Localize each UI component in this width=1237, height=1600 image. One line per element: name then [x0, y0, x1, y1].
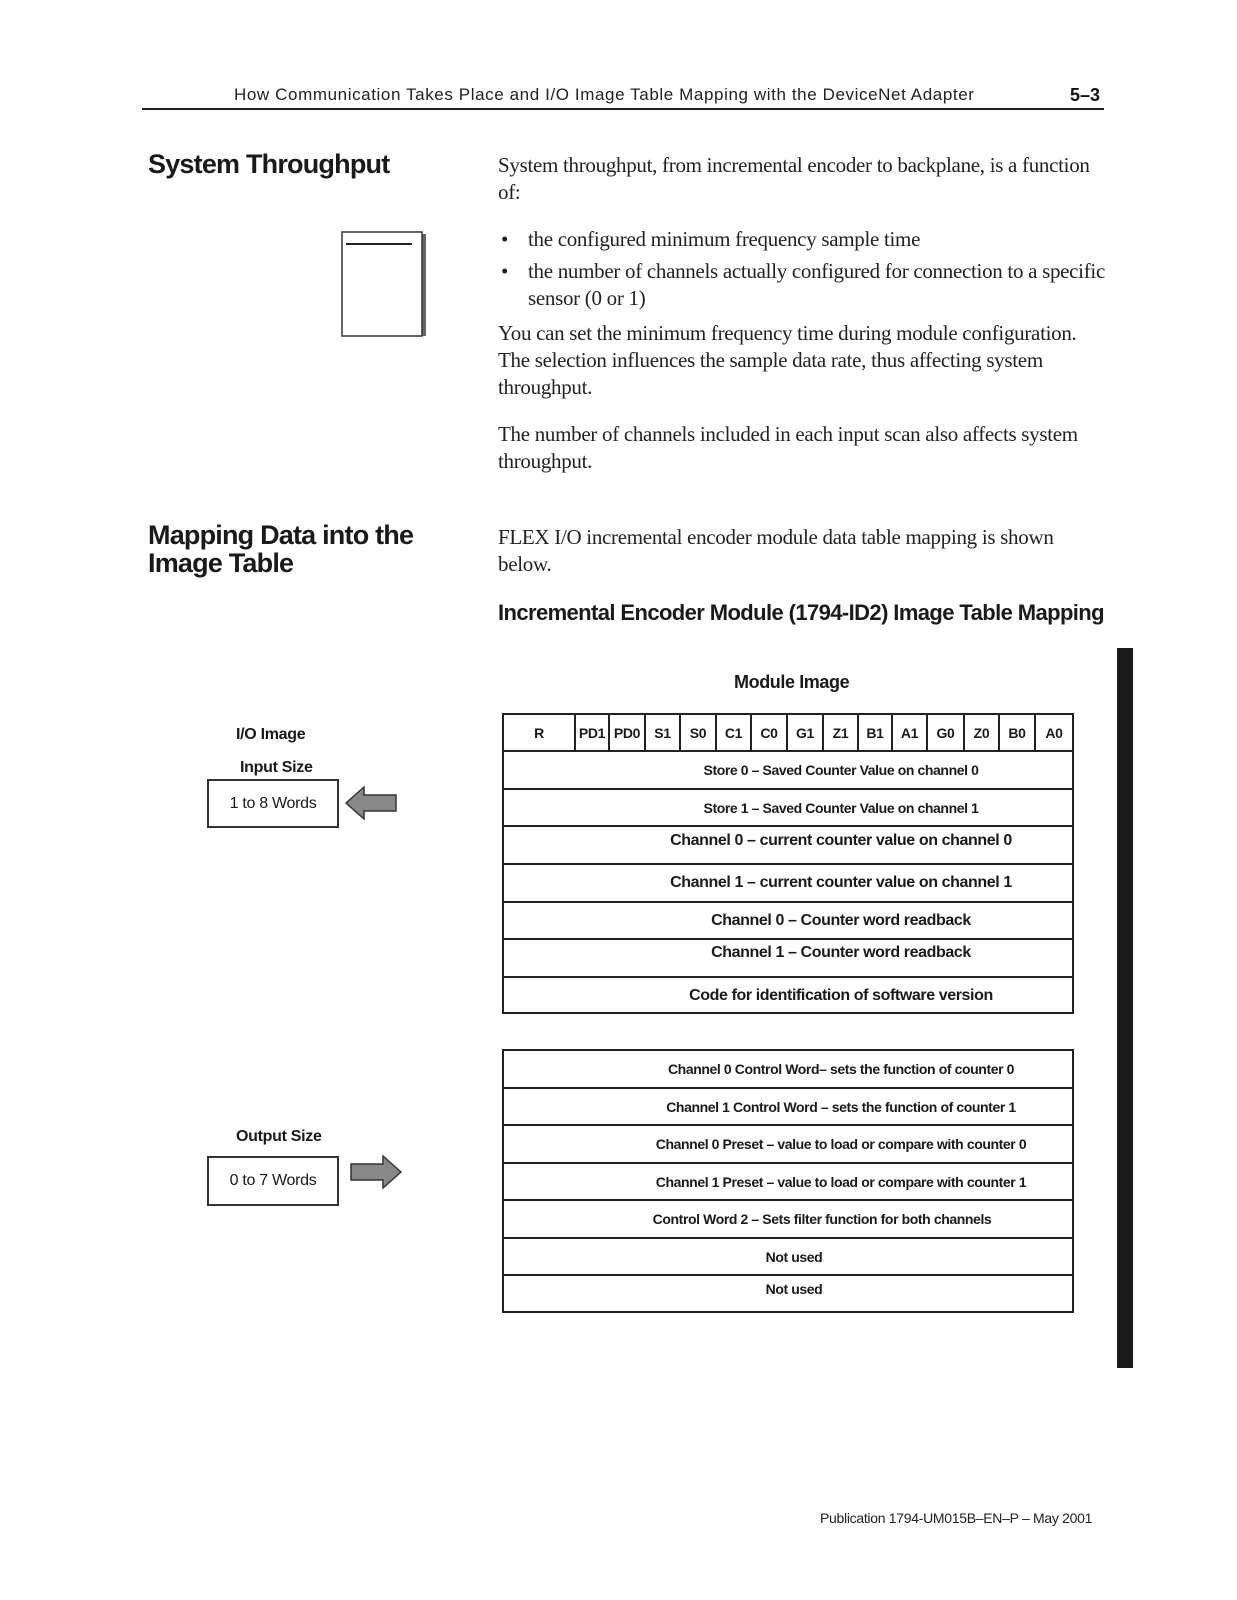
module-image-label: Module Image — [734, 672, 850, 692]
input-size-box — [207, 779, 339, 828]
output-word-row: Channel 0 Preset – value to load or compare with counter 0 — [504, 1126, 1072, 1164]
note-document-icon — [340, 230, 430, 340]
section-heading-system-throughput: System Throughput — [148, 149, 390, 179]
bit-cell: PD0 — [610, 715, 646, 750]
bullet-icon: • — [501, 259, 509, 283]
list-item — [498, 258, 1108, 312]
output-size-value: 0 to 7 Words — [229, 1172, 317, 1189]
bullet-icon: • — [501, 227, 509, 251]
list-item-text: the number of channels actually configured for connection to a specific sensor (0 or 1) — [528, 259, 1105, 310]
chapter-thumb-tab — [1117, 648, 1133, 1368]
input-word-row: Channel 1 – Counter word readback — [504, 940, 1072, 978]
input-size-label: Input Size — [240, 759, 313, 776]
bit-header-row — [504, 715, 1072, 752]
bit-cell: C1 — [717, 715, 752, 750]
input-image-table — [502, 713, 1074, 1014]
bit-cell: S0 — [681, 715, 717, 750]
output-word-row: Channel 1 Preset – value to load or compare with counter 1 — [504, 1164, 1072, 1201]
output-image-table — [502, 1049, 1074, 1313]
list-item-text: the configured minimum frequency sample time — [528, 227, 921, 251]
input-word-row: Channel 0 – current counter value on channel 0 — [504, 827, 1072, 865]
input-word-row: Channel 1 – current counter value on channel 1 — [504, 865, 1072, 903]
list-item — [498, 226, 1108, 253]
input-word-row: Store 0 – Saved Counter Value on channel 0 — [504, 752, 1072, 790]
frequency-time-paragraph: You can set the minimum frequency time during module configuration. The selection influences the sample data rate, thus affecting system throughput. — [498, 321, 1077, 399]
input-word-row: Code for identification of software version — [689, 987, 993, 1004]
input-size-value: 1 to 8 Words — [229, 794, 317, 812]
output-word-row: Not used — [765, 1281, 823, 1297]
throughput-intro-paragraph: System throughput, from incremental encoder to backplane, is a function of: — [498, 153, 1090, 204]
bit-cell: G1 — [788, 715, 824, 750]
bit-cell: B0 — [1000, 715, 1036, 750]
input-word-row: Channel 0 – Counter word readback — [504, 903, 1072, 940]
output-size-label: Output Size — [236, 1128, 322, 1145]
mapping-intro-paragraph: FLEX I/O incremental encoder module data table mapping is shown below. — [498, 525, 1054, 576]
io-image-label: I/O Image — [236, 726, 306, 743]
input-word-row: Store 1 – Saved Counter Value on channel 1 — [504, 790, 1072, 827]
bit-cell: C0 — [752, 715, 788, 750]
arrow-left-icon — [344, 785, 398, 821]
output-word-row: Channel 1 Control Word – sets the function of counter 1 — [504, 1089, 1072, 1126]
arrow-right-icon — [349, 1154, 403, 1190]
bit-cell: PD1 — [576, 715, 610, 750]
section-heading-mapping-data: Mapping Data into the Image Table — [148, 520, 414, 578]
output-word-row: Not used — [504, 1239, 1072, 1276]
bit-cell: G0 — [928, 715, 965, 750]
bit-cell: S1 — [646, 715, 681, 750]
publication-footer: Publication 1794-UM015B–EN–P – May 2001 — [820, 1510, 1093, 1526]
header-rule — [142, 108, 1104, 110]
running-header-title: How Communication Takes Place and I/O Image Table Mapping with the DeviceNet Adapter — [234, 85, 975, 104]
output-word-row: Channel 0 Control Word– sets the function of counter 0 — [504, 1051, 1072, 1089]
bit-cell: B1 — [859, 715, 893, 750]
output-word-row: Control Word 2 – Sets filter function for both channels — [504, 1201, 1072, 1239]
channels-paragraph: The number of channels included in each input scan also affects system throughput. — [498, 422, 1078, 473]
figure-caption: Incremental Encoder Module (1794-ID2) Image Table Mapping — [498, 600, 1104, 625]
output-size-box — [207, 1156, 339, 1206]
bit-cell: Z1 — [824, 715, 859, 750]
throughput-factors-list — [498, 226, 1108, 317]
bit-cell: A1 — [893, 715, 928, 750]
bit-cell: A0 — [1045, 724, 1063, 741]
bit-cell: R — [504, 715, 576, 750]
bit-cell: Z0 — [965, 715, 1000, 750]
page-number: 5–3 — [1070, 85, 1101, 105]
